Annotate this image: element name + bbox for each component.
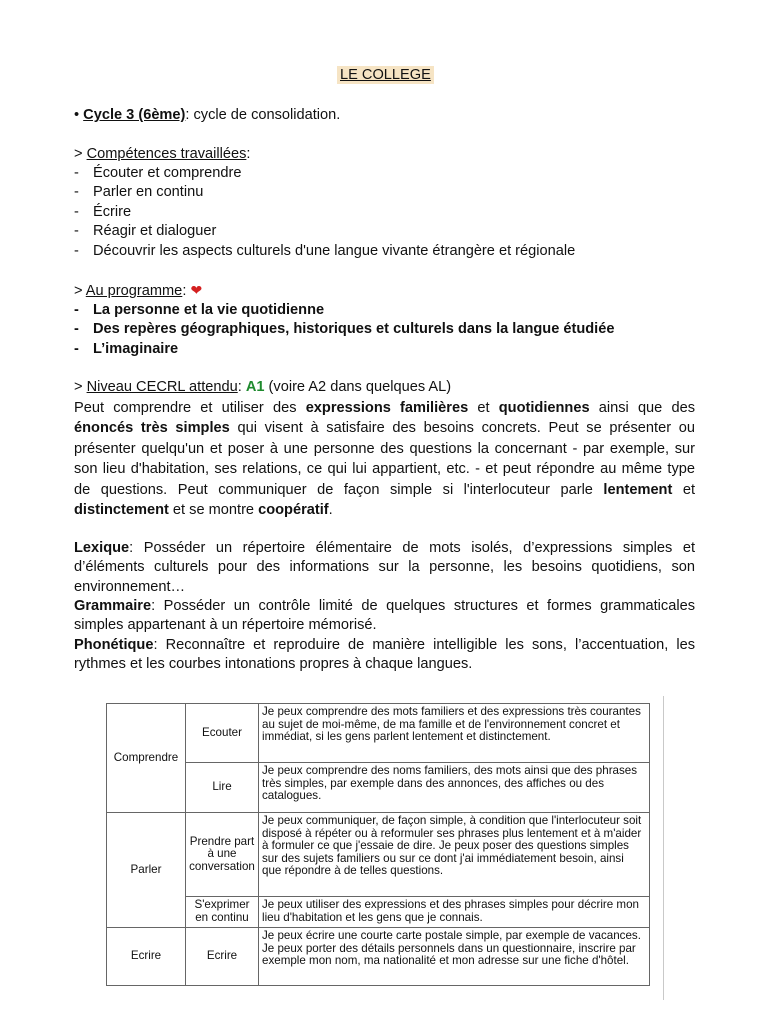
- competences-colon: :: [246, 146, 251, 162]
- competence-item: [74, 183, 203, 202]
- lexique-paragraph: [74, 539, 695, 597]
- niveau-label: Niveau CECRL attendu: [86, 379, 238, 395]
- niveau-note: (voire A2 dans quelques AL): [264, 379, 452, 395]
- competences-prefix: >: [74, 146, 87, 162]
- bold-text: lentement: [603, 481, 673, 498]
- text: .: [328, 502, 333, 519]
- competence-text: Réagir et dialoguer: [93, 223, 217, 239]
- table-cell-description: Je peux écrire une courte carte postale simple, par exemple de vacances. Je peux porter des détails personnels dans un questionnaire, inscrire par exemple mon nom, ma nationalité et mon adresse sur une fiche d'hôtel.: [259, 928, 650, 986]
- programme-colon: :: [182, 283, 187, 299]
- heart-icon: ❤: [190, 282, 203, 298]
- bullet: •: [74, 107, 80, 123]
- dash: -: [74, 204, 79, 220]
- text: qui visent à satisfaire des besoins concrets. Peut se présenter ou présenter quelqu'un et poser à une personne des questions la concernant - par exemple, sur son lieu d'habitation, ses relations, ce qui lui appartient, etc. - et peut répondre au même type de questions. Peut communiquer de façon simple si l'interlocuteur parle: [74, 420, 695, 498]
- cycle-label: Cycle 3 (6ème): [83, 107, 186, 123]
- cycle-text: : cycle de consolidation.: [185, 107, 341, 123]
- table-cell-skill: Ecrire: [107, 928, 186, 986]
- dash: -: [74, 341, 79, 357]
- text: et se montre: [168, 502, 259, 519]
- dash: -: [74, 302, 79, 318]
- programme-text: Des repères géographiques, historiques et culturels dans la langue étudiée: [93, 321, 615, 337]
- cycle-line: [74, 106, 340, 125]
- table-cell-description: Je peux communiquer, de façon simple, à condition que l'interlocuteur soit disposé à répéter ou à reformuler ses phrases plus lentement et à m'aider à formuler ce que j'essaie de dire. Je peux poser des questions simples sur des sujets familiers ou sur ce dont j'ai immédiatement besoin, ainsi que répondre à de telles questions.: [259, 813, 650, 897]
- dash: -: [74, 223, 79, 239]
- programme-label: Au programme: [85, 283, 183, 299]
- phonetique-label: Phonétique: [74, 637, 154, 653]
- table-cell-activity: Prendre part à une conversation: [186, 813, 259, 897]
- competence-item: [74, 222, 216, 241]
- bold-text: expressions familières: [305, 400, 469, 416]
- table-cell-activity: Lire: [186, 763, 259, 813]
- competence-text: Écouter et comprendre: [93, 165, 242, 181]
- text: et: [468, 400, 499, 416]
- table-cell-description: Je peux utiliser des expressions et des phrases simples pour décrire mon lieu d'habitation et les gens que je connais.: [259, 897, 650, 928]
- programme-prefix: >: [74, 283, 86, 299]
- programme-heading: [74, 281, 202, 301]
- competence-item: [74, 242, 575, 261]
- programme-text: La personne et la vie quotidienne: [93, 302, 325, 318]
- image-edge-line: [663, 696, 664, 1000]
- table-row: [107, 704, 650, 763]
- competence-item: [74, 164, 241, 183]
- competence-text: Parler en continu: [93, 184, 204, 200]
- grammaire-text: : Posséder un contrôle limité de quelques structures et formes grammaticales simples appartenant à un répertoire mémorisé.: [74, 598, 695, 634]
- table-row: [107, 813, 650, 897]
- text: et: [672, 481, 695, 498]
- programme-item: [74, 320, 614, 339]
- table-cell-activity: S'exprimer en continu: [186, 897, 259, 928]
- table-cell-activity: Ecrire: [186, 928, 259, 986]
- table-cell-activity: Ecouter: [186, 704, 259, 763]
- competence-item: [74, 203, 131, 222]
- programme-text: L’imaginaire: [93, 341, 179, 357]
- text: ainsi que des: [589, 400, 696, 416]
- table-cell-description: Je peux comprendre des noms familiers, des mots ainsi que des phrases très simples, par exemple dans des annonces, des affiches ou des catalogues.: [259, 763, 650, 813]
- niveau-level: A1: [245, 379, 265, 395]
- table-cell-skill: Parler: [107, 813, 186, 928]
- phonetique-paragraph: [74, 636, 695, 675]
- table-cell-skill: Comprendre: [107, 704, 186, 813]
- phonetique-text: : Reconnaître et reproduire de manière intelligible les sons, l’accentuation, les rythmes et les courbes intonations propres à chaque langues.: [74, 637, 695, 673]
- bold-text: coopératif: [258, 502, 329, 519]
- competences-heading: [74, 145, 250, 164]
- page-title: LE COLLEGE: [337, 66, 434, 84]
- table-cell-description: Je peux comprendre des mots familiers et des expressions très courantes au sujet de moi-même, de ma famille et de l'environnement concret et immédiat, si les gens parlent lentement et distinctement.: [259, 704, 650, 763]
- bold-text: distinctement: [74, 502, 169, 519]
- table-row: [107, 897, 650, 928]
- niveau-prefix: >: [74, 379, 87, 395]
- table-row: [107, 928, 650, 986]
- dash: -: [74, 243, 79, 259]
- dash: -: [74, 321, 79, 337]
- competence-text: Écrire: [93, 204, 132, 220]
- cecrl-table: [106, 703, 650, 986]
- bold-text: quotidiennes: [498, 400, 590, 416]
- grammaire-label: Grammaire: [74, 598, 152, 614]
- dash: -: [74, 184, 79, 200]
- niveau-colon: :: [237, 379, 246, 395]
- text: Peut comprendre et utiliser des: [74, 400, 306, 416]
- programme-item: [74, 301, 324, 320]
- niveau-heading: [74, 378, 451, 397]
- niveau-paragraph: [74, 398, 695, 520]
- lexique-label: Lexique: [74, 540, 130, 556]
- table-row: [107, 763, 650, 813]
- competence-text: Découvrir les aspects culturels d'une langue vivante étrangère et régionale: [93, 243, 576, 259]
- competences-label: Compétences travaillées: [86, 146, 247, 162]
- programme-item: [74, 340, 178, 359]
- grammaire-paragraph: [74, 597, 695, 636]
- lexique-text: : Posséder un répertoire élémentaire de mots isolés, d’expressions simples et d’éléments culturels pour des informations sur la personne, les besoins quotidiens, son environnement…: [74, 540, 695, 595]
- bold-text: énoncés très simples: [74, 420, 230, 437]
- dash: -: [74, 165, 79, 181]
